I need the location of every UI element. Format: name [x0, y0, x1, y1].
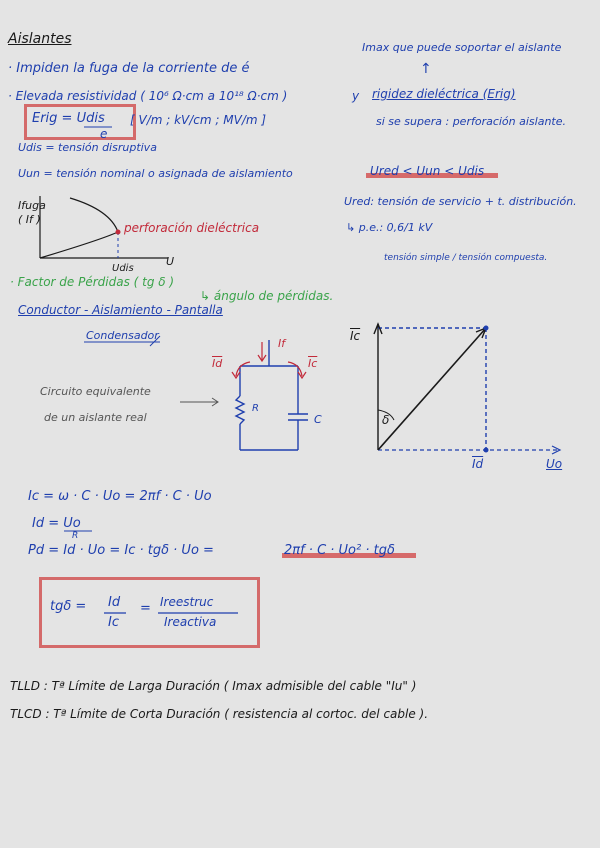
ured-relation: Ured < Uun < Udis: [370, 164, 485, 178]
page-title: Aislantes: [8, 31, 72, 47]
eq-pd-result: 2πf · C · Uo² · tgδ: [284, 543, 395, 558]
u-axis-label: U: [166, 255, 175, 268]
id-axis-label: $\overline{Id}$: [472, 457, 484, 471]
angulo-note: ↳ ángulo de pérdidas.: [200, 289, 334, 303]
c-label: C: [314, 413, 322, 426]
udis-axis-label: Udis: [112, 263, 134, 274]
tlcd-line: TLCD : Tª Límite de Corta Duración ( resistencia al cortoc. del cable ).: [10, 707, 429, 721]
cap-structure: Conductor - Aislamiento - Pantalla: [18, 303, 223, 317]
eq-id-den: R: [72, 531, 79, 541]
perforacion-point: [116, 230, 121, 235]
ic-axis-label: $\overline{Ic}$: [350, 329, 361, 343]
rigidez-label: rigidez dieléctrica (Erig): [372, 87, 516, 101]
circuito-label-1: Circuito equivalente: [40, 385, 151, 398]
tg-den1: Ic: [108, 615, 119, 630]
id-label: $\overline{Id}$: [212, 357, 223, 370]
simple-note: tensión simple / tensión compuesta.: [384, 253, 548, 263]
circuito-label-2: de un aislante real: [44, 411, 147, 424]
udis-def: Udis = tensión disruptiva: [18, 141, 157, 154]
tg-num2: Ireestruc: [160, 595, 214, 609]
equivalent-circuit: [236, 337, 308, 450]
ifuga-graph: [40, 196, 168, 258]
eq-pd: Pd = Id · Uo = Ic · tgδ · Uo =: [28, 543, 214, 558]
condensador-label: Condensador: [86, 329, 159, 342]
erig-formula: Erig = Udis: [32, 111, 105, 126]
line-resistividad: · Elevada resistividad ( 10⁶ Ω·cm a 10¹⁸ Ω·cm ): [8, 89, 288, 103]
uun-def: Uun = tensión nominal o asignada de aislamiento: [18, 167, 293, 180]
phasor-diagram: [374, 324, 560, 454]
tg-left: tgδ =: [50, 599, 87, 614]
delta-label: δ: [382, 413, 390, 427]
ifuga-label: Ifuga: [18, 199, 46, 212]
line-impiden: · Impiden la fuga de la corriente de é: [8, 61, 250, 76]
perforacion-label: perforación dieléctrica: [124, 221, 260, 235]
erig-units: [ V/m ; kV/cm ; MV/m ]: [130, 113, 267, 127]
factor-heading: · Factor de Pérdidas ( tg δ ): [10, 275, 175, 289]
ic-label: $\overline{Ic}$: [308, 357, 318, 370]
pe-note: ↳ p.e.: 0,6/1 kV: [346, 221, 433, 234]
if-label: If: [278, 337, 286, 350]
ured-def: Ured: tensión de servicio + t. distribución.: [344, 195, 577, 208]
tg-den2: Ireactiva: [164, 615, 217, 629]
tg-eq: =: [140, 601, 151, 616]
up-arrow: ↑: [420, 61, 432, 77]
eq-ic: Ic = ω · C · Uo = 2πf · C · Uo: [28, 489, 212, 504]
ifuga-label-2: ( If ): [18, 213, 41, 226]
tg-num1: Id: [108, 595, 121, 610]
imax-note: Imax que puede soportar el aislante: [362, 41, 562, 54]
supera-note: si se supera : perforación aislante.: [376, 115, 567, 128]
erig-den: e: [100, 127, 108, 141]
line-y: y: [352, 89, 360, 103]
eq-id: Id = Uo: [32, 516, 81, 531]
r-label: R: [252, 403, 259, 414]
tlld-line: TLLD : Tª Límite de Larga Duración ( Imax admisible del cable "Iu" ): [10, 679, 417, 693]
uo-axis-label: Uo: [546, 457, 563, 471]
